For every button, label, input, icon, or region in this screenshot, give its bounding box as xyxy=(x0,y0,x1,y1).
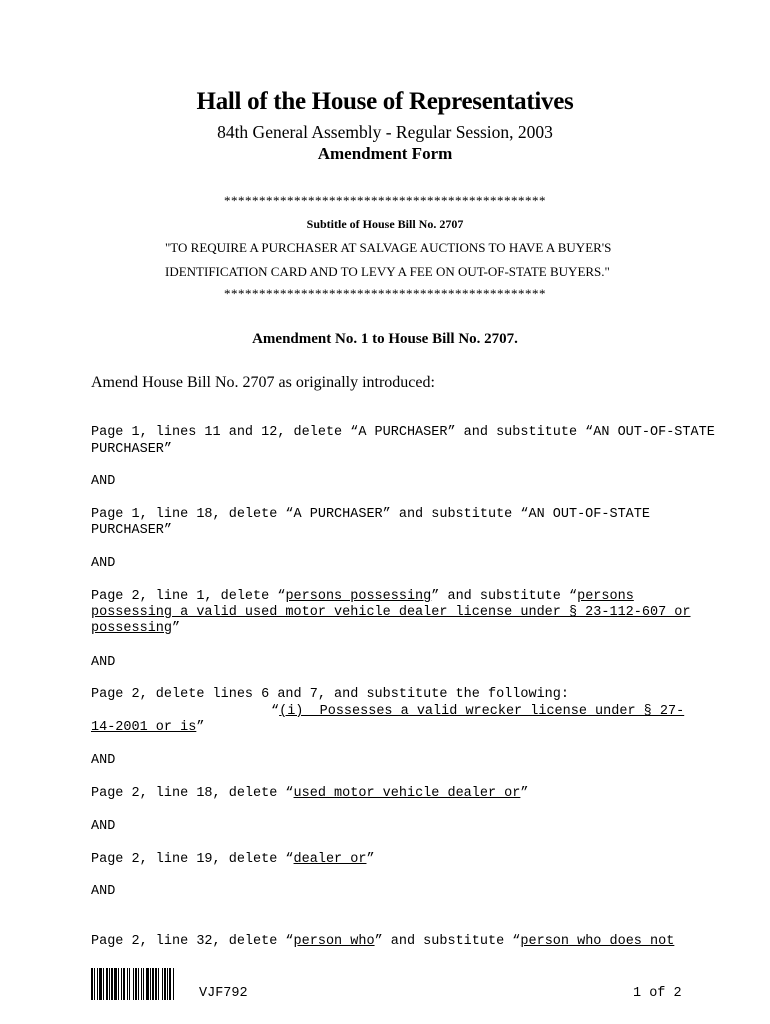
barcode-bar xyxy=(94,968,95,1000)
barcode-bar xyxy=(109,968,110,1000)
barcode-bar xyxy=(143,968,144,1000)
instruction-6-line-1: Page 2, line 19, delete “dealer or” xyxy=(91,852,375,867)
amendment-intro: Amend House Bill No. 2707 as originally introduced: xyxy=(91,374,435,391)
and-separator: AND xyxy=(91,655,116,670)
barcode-bar xyxy=(169,968,171,1000)
barcode-bar xyxy=(99,968,102,1000)
subtitle-quote-line-2: IDENTIFICATION CARD AND TO LEVY A FEE ON OUT-OF-STATE BUYERS." xyxy=(165,264,610,279)
amendment-title: Amendment No. 1 to House Bill No. 2707. xyxy=(252,331,518,347)
barcode-bar xyxy=(173,968,174,1000)
page-title: Hall of the House of Representatives xyxy=(196,88,574,115)
underlined-text: person who does not xyxy=(520,934,675,949)
barcode-bar xyxy=(106,968,108,1000)
subtitle-quote-line-1: "TO REQUIRE A PURCHASER AT SALVAGE AUCTIONS TO HAVE A BUYER'S xyxy=(165,240,612,255)
session-line: 84th General Assembly - Regular Session, 2003 xyxy=(217,122,553,142)
underlined-text: dealer or xyxy=(293,852,367,867)
instruction-2-line-2: PURCHASER” xyxy=(91,523,173,538)
instruction-3-line-3: possessing” xyxy=(91,621,181,636)
barcode-bar xyxy=(135,968,137,1000)
underlined-text: persons possessing xyxy=(285,589,432,604)
barcode-bar xyxy=(150,968,151,1000)
barcode-bar xyxy=(138,968,139,1000)
underlined-text: person who xyxy=(293,934,375,949)
instruction-5-line-1: Page 2, line 18, delete “used motor vehicle dealer or” xyxy=(91,786,529,801)
document-code: VJF792 xyxy=(199,986,248,1001)
instruction-3-line-1: Page 2, line 1, delete “persons possessing” and substitute “persons xyxy=(91,589,634,604)
barcode-bar xyxy=(141,968,142,1000)
underlined-text: persons xyxy=(577,589,634,604)
and-separator: AND xyxy=(91,884,116,899)
barcode-bar xyxy=(129,968,130,1000)
barcode-bar xyxy=(127,968,128,1000)
star-divider-bottom: ********************************************** xyxy=(224,286,546,301)
and-separator: AND xyxy=(91,474,116,489)
barcode-bar xyxy=(103,968,104,1000)
and-separator: AND xyxy=(91,753,116,768)
barcode-bar xyxy=(118,968,119,1000)
barcode xyxy=(91,968,199,1000)
barcode-bar xyxy=(133,968,134,1000)
underlined-text: (i) Possesses a valid wrecker license under § 27- xyxy=(279,704,685,719)
star-divider-top: ********************************************** xyxy=(224,193,546,208)
barcode-bar xyxy=(146,968,149,1000)
barcode-bar xyxy=(91,968,93,1000)
instruction-4-line-1: Page 2, delete lines 6 and 7, and substitute the following: xyxy=(91,687,569,702)
form-name: Amendment Form xyxy=(317,144,453,163)
underlined-text: 14-2001 or is xyxy=(91,720,197,735)
barcode-bar xyxy=(121,968,122,1000)
and-separator: AND xyxy=(91,556,116,571)
page-number: 1 of 2 xyxy=(633,986,682,1001)
barcode-bar xyxy=(111,968,113,1000)
underlined-text: used motor vehicle dealer or xyxy=(293,786,521,801)
instruction-1-line-2: PURCHASER” xyxy=(91,442,173,457)
instruction-7-line-1: Page 2, line 32, delete “person who” and substitute “person who does not xyxy=(91,934,675,949)
instruction-1-line-1: Page 1, lines 11 and 12, delete “A PURCHASER” and substitute “AN OUT-OF-STATE xyxy=(91,425,715,440)
barcode-bar xyxy=(162,968,163,1000)
underlined-text: possessing a valid used motor vehicle dealer license under § 23-112-607 or xyxy=(91,605,691,620)
instruction-4-line-2: “(i) Possesses a valid wrecker license under § 27- xyxy=(271,704,685,719)
barcode-bar xyxy=(167,968,168,1000)
barcode-bar xyxy=(152,968,154,1000)
barcode-bar xyxy=(114,968,117,1000)
barcode-bar xyxy=(123,968,125,1000)
barcode-bar xyxy=(158,968,159,1000)
barcode-bar xyxy=(155,968,157,1000)
and-separator: AND xyxy=(91,819,116,834)
barcode-bar xyxy=(97,968,98,1000)
underlined-text: possessing xyxy=(91,621,173,636)
subtitle-label: Subtitle of House Bill No. 2707 xyxy=(306,217,464,231)
barcode-bar xyxy=(164,968,166,1000)
instruction-3-line-2 xyxy=(91,605,691,620)
instruction-2-line-1: Page 1, line 18, delete “A PURCHASER” and substitute “AN OUT-OF-STATE xyxy=(91,507,650,522)
instruction-4-line-3: 14-2001 or is” xyxy=(91,720,205,735)
